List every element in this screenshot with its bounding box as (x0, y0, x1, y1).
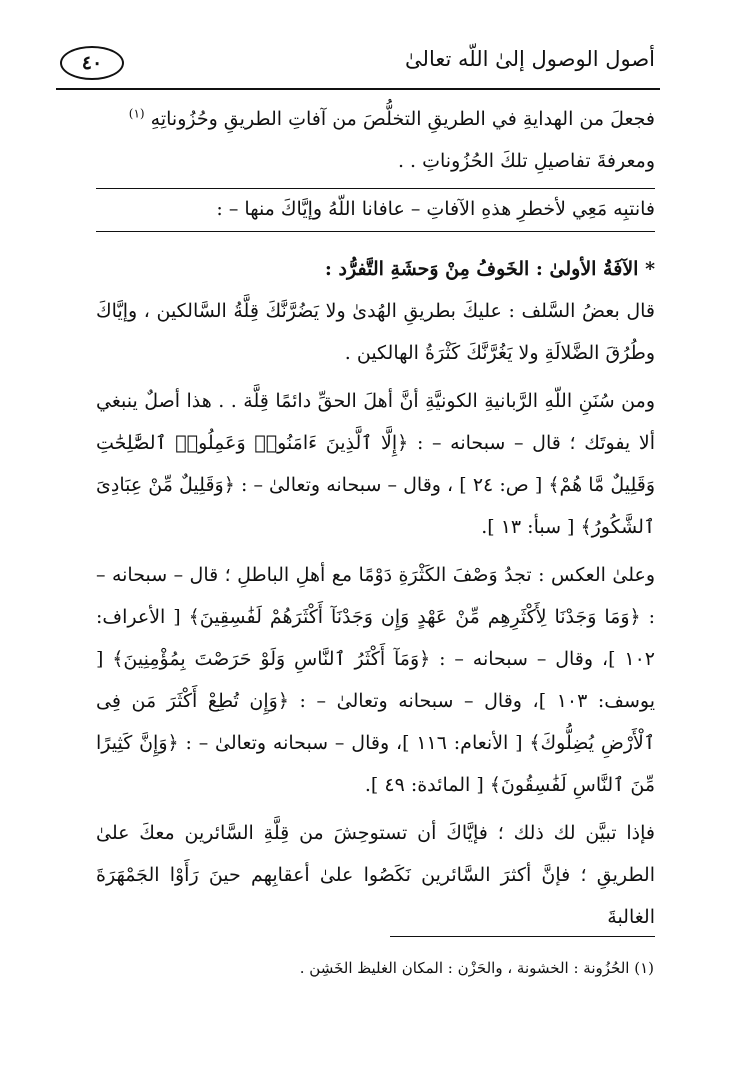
section-heading-text: الآفَةُ الأولىٰ : الخَوفُ مِنْ وَحشَةِ التَّفرُّد : (324, 258, 639, 280)
main-text (96, 98, 655, 938)
paragraph-1: قال بعضُ السَّلف : عليكَ بطريقِ الهُدىٰ ولا يَضُرَّنَّكَ قِلَّةُ السَّالكين ، وإيَّاكَ وطُرُقَ الضَّلالَةِ ولا يَغُرَّنَّكَ كَثْرَةُ الهالكين . (96, 300, 655, 364)
paragraph-3: وعلىٰ العكس : تجدُ وَصْفَ الكَثْرَةِ دَوْمًا مع أهلِ الباطلِ ؛ قال – سبحانه – : ﴿وَمَا وَجَدْنَا لِأَكْثَرِهِم مِّنْ عَهْدٍ وَإِن وَجَدْنَآ أَكْثَرَهُمْ لَفَٰسِقِينَ﴾ [ الأعراف: ١٠٢ ]، وقال – سبحانه – : ﴿وَمَآ أَكْثَرُ ٱلنَّاسِ وَلَوْ حَرَصْتَ بِمُؤْمِنِينَ﴾ [ يوسف: ١٠٣ ]، وقال – سبحانه وتعالىٰ – : ﴿وَإِن تُطِعْ أَكْثَرَ مَن فِى ٱلْأَرْضِ يُضِلُّوكَ﴾ [ الأنعام: ١١٦ ]، وقال – سبحانه وتعالىٰ – : ﴿وَإِنَّ كَثِيرًا مِّنَ ٱلنَّاسِ لَفَٰسِقُونَ﴾ [ المائدة: ٤٩ ]. (96, 564, 655, 796)
running-title: أصول الوصول إلىٰ اللّه تعالىٰ (405, 47, 655, 71)
star-icon: * (645, 258, 655, 280)
page-number-badge: ٤٠ (60, 46, 124, 80)
section-heading (96, 248, 655, 290)
footnote-divider (390, 936, 655, 937)
page-header (60, 38, 655, 88)
intro-text-1: فجعلَ من الهدايةِ في الطريقِ التخلُّصَ من آفاتِ الطريقِ وحُزُوناتِهِ (150, 108, 655, 130)
footnote-reference: (١) (128, 106, 145, 121)
intro-line-1 (96, 98, 655, 140)
paragraph-2: ومن سُنَنِ اللّهِ الرَّبانيةِ الكونيَّةِ أنَّ أهلَ الحقِّ دائمًا قِلَّة . . هذا أصلٌ ينبغي ألا يفوتَك ؛ قال – سبحانه – : ﴿إِلَّا ٱلَّذِينَ ءَامَنُوا۟ وَعَمِلُوا۟ ٱلصَّٰلِحَٰتِ وَقَلِيلٌ مَّا هُمْ﴾ [ ص: ٢٤ ] ، وقال – سبحانه وتعالىٰ – : ﴿وَقَلِيلٌ مِّنْ عِبَادِىَ ٱلشَّكُورُ﴾ [ سبأ: ١٣ ]. (96, 390, 655, 538)
intro-line-2: ومعرفةَ تفاصيلِ تلكَ الحُزُوناتِ . . (397, 150, 655, 172)
header-divider (56, 88, 660, 90)
attention-note: فانتبِه مَعِي لأخطرِ هذهِ الآفاتِ – عافانا اللّهُ وإيَّاكَ منها – : (96, 188, 655, 232)
footnote: (١) الحُزُونة : الخشونة ، والحَزْن : المكان الغليظ الخَشِن . (299, 959, 654, 977)
paragraph-4: فإذا تبيَّن لك ذلك ؛ فإيَّاكَ أن تستوحِشَ من قِلَّةِ السَّائرين معكَ علىٰ الطريقِ ؛ فإنَّ أكثرَ السَّائرين نَكَصُوا علىٰ أعقابِهم حينَ رَأَوْا الجَمْهَرَةَ الغالبةَ (96, 822, 655, 928)
